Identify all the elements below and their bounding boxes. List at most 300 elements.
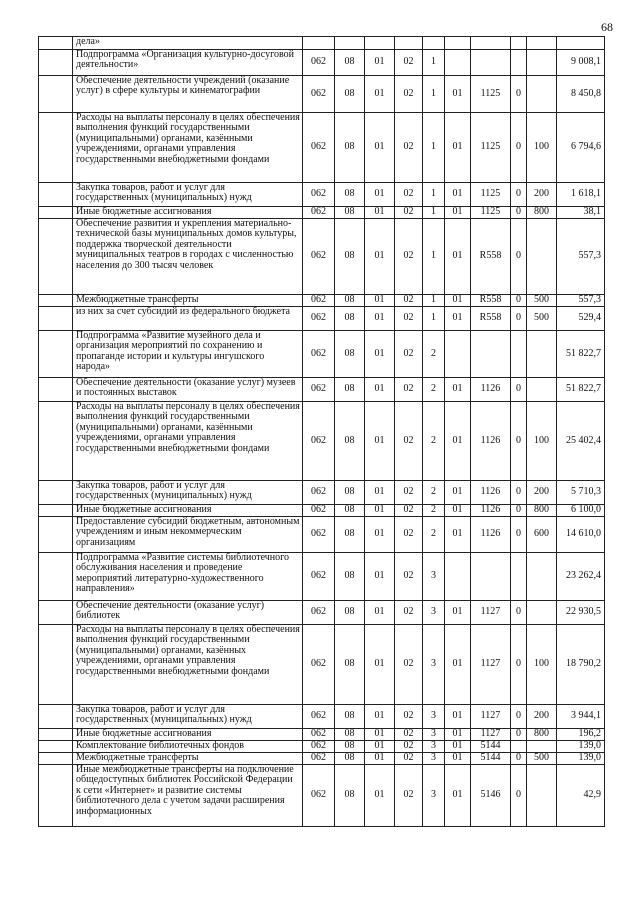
row-name-cell: Иные бюджетные ассигнования: [73, 207, 303, 219]
subsection-code-cell: 01: [365, 601, 395, 625]
subsection-code-cell: 01: [365, 753, 395, 765]
row-name-cell: дела»: [73, 37, 303, 50]
expense-type-code-cell: [527, 76, 557, 113]
subsection-code-cell: 01: [365, 553, 395, 601]
table-row: [39, 753, 605, 765]
ministry-code-cell: 062: [303, 553, 335, 601]
direction-code-cell: R558: [471, 307, 511, 331]
program-code-cell: 02: [395, 295, 423, 307]
subprogram-code-cell: 3: [423, 765, 445, 827]
row-sum-cell: 139,0: [557, 741, 605, 753]
measure-code-cell: 01: [445, 307, 471, 331]
table-row: [39, 37, 605, 50]
measure-code-cell: 01: [445, 113, 471, 183]
subsection-code-cell: 01: [365, 207, 395, 219]
direction-code-cell: [471, 331, 511, 378]
row-sum-cell: 557,3: [557, 219, 605, 295]
ministry-code-cell: 062: [303, 765, 335, 827]
expense-type-code-cell: [527, 378, 557, 402]
direction-code-cell: 5144: [471, 753, 511, 765]
budget-table: [38, 36, 605, 827]
section-code-cell: 08: [335, 402, 365, 481]
subsection-code-cell: 01: [365, 50, 395, 76]
row-sum-cell: 14 610,0: [557, 517, 605, 553]
row-gutter-cell: [39, 753, 73, 765]
sub-code-cell: [511, 741, 527, 753]
table-row: [39, 402, 605, 481]
row-name-cell: Межбюджетные трансферты: [73, 753, 303, 765]
ministry-code-cell: 062: [303, 481, 335, 505]
row-gutter-cell: [39, 729, 73, 741]
ministry-code-cell: 062: [303, 295, 335, 307]
program-code-cell: 02: [395, 183, 423, 207]
ministry-code-cell: 062: [303, 402, 335, 481]
subprogram-code-cell: 1: [423, 219, 445, 295]
expense-type-code-cell: 800: [527, 505, 557, 517]
table-row: [39, 625, 605, 705]
direction-code-cell: 1126: [471, 378, 511, 402]
measure-code-cell: 01: [445, 753, 471, 765]
direction-code-cell: 1126: [471, 481, 511, 505]
expense-type-code-cell: [527, 37, 557, 50]
row-gutter-cell: [39, 219, 73, 295]
row-name-cell: Расходы на выплаты персоналу в целях обеспечения выполнения функций государственными (муниципальными) органами, казённых учреждениями, органами управления государственными внебюджетными фондами: [73, 625, 303, 705]
direction-code-cell: 1126: [471, 505, 511, 517]
sub-code-cell: [511, 37, 527, 50]
sub-code-cell: 0: [511, 601, 527, 625]
expense-type-code-cell: 100: [527, 113, 557, 183]
program-code-cell: 02: [395, 113, 423, 183]
subprogram-code-cell: 2: [423, 481, 445, 505]
section-code-cell: 08: [335, 307, 365, 331]
row-gutter-cell: [39, 50, 73, 76]
measure-code-cell: 01: [445, 741, 471, 753]
table-row: [39, 517, 605, 553]
section-code-cell: 08: [335, 625, 365, 705]
row-sum-cell: 557,3: [557, 295, 605, 307]
subsection-code-cell: 01: [365, 307, 395, 331]
sub-code-cell: 0: [511, 307, 527, 331]
measure-code-cell: 01: [445, 207, 471, 219]
expense-type-code-cell: 500: [527, 307, 557, 331]
row-sum-cell: 8 450,8: [557, 76, 605, 113]
row-gutter-cell: [39, 741, 73, 753]
measure-code-cell: 01: [445, 517, 471, 553]
measure-code-cell: 01: [445, 601, 471, 625]
section-code-cell: 08: [335, 753, 365, 765]
program-code-cell: 02: [395, 307, 423, 331]
ministry-code-cell: 062: [303, 378, 335, 402]
section-code-cell: 08: [335, 705, 365, 729]
measure-code-cell: 01: [445, 505, 471, 517]
ministry-code-cell: [303, 37, 335, 50]
sub-code-cell: 0: [511, 402, 527, 481]
ministry-code-cell: 062: [303, 307, 335, 331]
row-sum-cell: 22 930,5: [557, 601, 605, 625]
subsection-code-cell: 01: [365, 505, 395, 517]
table-row: [39, 741, 605, 753]
section-code-cell: 08: [335, 378, 365, 402]
sub-code-cell: [511, 50, 527, 76]
ministry-code-cell: 062: [303, 625, 335, 705]
program-code-cell: 02: [395, 553, 423, 601]
direction-code-cell: [471, 50, 511, 76]
direction-code-cell: 1127: [471, 705, 511, 729]
sub-code-cell: 0: [511, 729, 527, 741]
row-gutter-cell: [39, 765, 73, 827]
subsection-code-cell: 01: [365, 378, 395, 402]
row-name-cell: Обеспечение развития и укрепления материально-технической базы муниципальных домов культуры, поддержка творческой деятельности муниципальных театров в городах с численностью населения до 300 тысяч человек: [73, 219, 303, 295]
row-sum-cell: 3 944,1: [557, 705, 605, 729]
table-row: [39, 307, 605, 331]
sub-code-cell: 0: [511, 765, 527, 827]
section-code-cell: 08: [335, 741, 365, 753]
sub-code-cell: 0: [511, 76, 527, 113]
direction-code-cell: R558: [471, 295, 511, 307]
program-code-cell: 02: [395, 402, 423, 481]
ministry-code-cell: 062: [303, 113, 335, 183]
row-name-cell: Расходы на выплаты персоналу в целях обеспечения выполнения функций государственными (муниципальными) органами, казёнными учреждениями, органами управления государственными внебюджетными фондами: [73, 113, 303, 183]
expense-type-code-cell: 100: [527, 402, 557, 481]
measure-code-cell: [445, 553, 471, 601]
row-name-cell: Предоставление субсидий бюджетным, автономным учреждениям и иным некоммерческим организациям: [73, 517, 303, 553]
direction-code-cell: 1125: [471, 183, 511, 207]
subprogram-code-cell: 3: [423, 741, 445, 753]
section-code-cell: 08: [335, 601, 365, 625]
sub-code-cell: 0: [511, 207, 527, 219]
expense-type-code-cell: 600: [527, 517, 557, 553]
sub-code-cell: 0: [511, 113, 527, 183]
program-code-cell: 02: [395, 50, 423, 76]
subprogram-code-cell: 3: [423, 553, 445, 601]
section-code-cell: 08: [335, 765, 365, 827]
ministry-code-cell: 062: [303, 331, 335, 378]
section-code-cell: 08: [335, 553, 365, 601]
program-code-cell: 02: [395, 765, 423, 827]
row-sum-cell: 9 008,1: [557, 50, 605, 76]
direction-code-cell: 1125: [471, 113, 511, 183]
row-gutter-cell: [39, 517, 73, 553]
ministry-code-cell: 062: [303, 517, 335, 553]
row-name-cell: Иные бюджетные ассигнования: [73, 729, 303, 741]
section-code-cell: 08: [335, 113, 365, 183]
row-name-cell: Обеспечение деятельности (оказание услуг) музеев и постоянных выставок: [73, 378, 303, 402]
measure-code-cell: 01: [445, 378, 471, 402]
row-sum-cell: 1 618,1: [557, 183, 605, 207]
row-gutter-cell: [39, 625, 73, 705]
subsection-code-cell: [365, 37, 395, 50]
table-row: [39, 113, 605, 183]
measure-code-cell: 01: [445, 183, 471, 207]
expense-type-code-cell: 500: [527, 295, 557, 307]
row-name-cell: Расходы на выплаты персоналу в целях обеспечения выполнения функций государственными (муниципальными) органами, казёнными учреждениями, органами управления государственными внебюджетными фондами: [73, 402, 303, 481]
row-gutter-cell: [39, 601, 73, 625]
row-name-cell: Закупка товаров, работ и услуг для государственных (муниципальных) нужд: [73, 481, 303, 505]
direction-code-cell: 1126: [471, 517, 511, 553]
sub-code-cell: 0: [511, 219, 527, 295]
row-sum-cell: [557, 37, 605, 50]
ministry-code-cell: 062: [303, 741, 335, 753]
row-gutter-cell: [39, 505, 73, 517]
table-row: [39, 295, 605, 307]
table-row: [39, 183, 605, 207]
expense-type-code-cell: 500: [527, 753, 557, 765]
row-name-cell: Обеспечение деятельности учреждений (оказание услуг) в сфере культуры и кинематографии: [73, 76, 303, 113]
sub-code-cell: 0: [511, 505, 527, 517]
row-name-cell: Подпрограмма «Развитие музейного дела и организация мероприятий по сохранению и пропаганде истории и культуры ингушского народа»: [73, 331, 303, 378]
measure-code-cell: 01: [445, 705, 471, 729]
direction-code-cell: 1125: [471, 76, 511, 113]
sub-code-cell: [511, 553, 527, 601]
row-name-cell: Закупка товаров, работ и услуг для государственных (муниципальных) нужд: [73, 183, 303, 207]
row-sum-cell: 6 100,0: [557, 505, 605, 517]
program-code-cell: 02: [395, 753, 423, 765]
section-code-cell: 08: [335, 50, 365, 76]
row-gutter-cell: [39, 331, 73, 378]
expense-type-code-cell: 200: [527, 481, 557, 505]
subprogram-code-cell: 1: [423, 207, 445, 219]
sub-code-cell: 0: [511, 481, 527, 505]
direction-code-cell: [471, 553, 511, 601]
sub-code-cell: [511, 331, 527, 378]
subprogram-code-cell: 1: [423, 183, 445, 207]
row-name-cell: Комплектование библиотечных фондов: [73, 741, 303, 753]
subsection-code-cell: 01: [365, 729, 395, 741]
ministry-code-cell: 062: [303, 505, 335, 517]
direction-code-cell: 1127: [471, 625, 511, 705]
table-row: [39, 601, 605, 625]
row-gutter-cell: [39, 76, 73, 113]
row-name-cell: Межбюджетные трансферты: [73, 295, 303, 307]
subprogram-code-cell: 1: [423, 113, 445, 183]
subsection-code-cell: 01: [365, 481, 395, 505]
expense-type-code-cell: [527, 601, 557, 625]
section-code-cell: 08: [335, 517, 365, 553]
subsection-code-cell: 01: [365, 517, 395, 553]
section-code-cell: 08: [335, 183, 365, 207]
measure-code-cell: 01: [445, 729, 471, 741]
subsection-code-cell: 01: [365, 765, 395, 827]
row-sum-cell: 529,4: [557, 307, 605, 331]
subprogram-code-cell: 3: [423, 601, 445, 625]
row-gutter-cell: [39, 553, 73, 601]
direction-code-cell: [471, 37, 511, 50]
subsection-code-cell: 01: [365, 219, 395, 295]
subprogram-code-cell: 2: [423, 517, 445, 553]
row-gutter-cell: [39, 295, 73, 307]
row-gutter-cell: [39, 113, 73, 183]
section-code-cell: [335, 37, 365, 50]
row-gutter-cell: [39, 183, 73, 207]
row-gutter-cell: [39, 481, 73, 505]
table-row: [39, 219, 605, 295]
direction-code-cell: 1127: [471, 729, 511, 741]
row-sum-cell: 18 790,2: [557, 625, 605, 705]
measure-code-cell: 01: [445, 219, 471, 295]
subsection-code-cell: 01: [365, 113, 395, 183]
row-gutter-cell: [39, 378, 73, 402]
row-name-cell: Обеспечение деятельности (оказание услуг) библиотек: [73, 601, 303, 625]
row-name-cell: Подпрограмма «Организация культурно-досуговой деятельности»: [73, 50, 303, 76]
ministry-code-cell: 062: [303, 50, 335, 76]
subprogram-code-cell: 1: [423, 50, 445, 76]
section-code-cell: 08: [335, 219, 365, 295]
subprogram-code-cell: 1: [423, 307, 445, 331]
measure-code-cell: [445, 37, 471, 50]
table-row: [39, 481, 605, 505]
ministry-code-cell: 062: [303, 729, 335, 741]
table-row: [39, 378, 605, 402]
row-sum-cell: 38,1: [557, 207, 605, 219]
program-code-cell: 02: [395, 331, 423, 378]
ministry-code-cell: 062: [303, 601, 335, 625]
section-code-cell: 08: [335, 76, 365, 113]
table-row: [39, 729, 605, 741]
program-code-cell: 02: [395, 378, 423, 402]
program-code-cell: 02: [395, 517, 423, 553]
subprogram-code-cell: 1: [423, 295, 445, 307]
expense-type-code-cell: [527, 219, 557, 295]
expense-type-code-cell: 800: [527, 729, 557, 741]
table-row: [39, 331, 605, 378]
expense-type-code-cell: [527, 765, 557, 827]
measure-code-cell: 01: [445, 76, 471, 113]
ministry-code-cell: 062: [303, 219, 335, 295]
subsection-code-cell: 01: [365, 331, 395, 378]
subprogram-code-cell: 2: [423, 378, 445, 402]
direction-code-cell: 5146: [471, 765, 511, 827]
measure-code-cell: [445, 331, 471, 378]
row-gutter-cell: [39, 37, 73, 50]
table-row: [39, 207, 605, 219]
program-code-cell: 02: [395, 625, 423, 705]
subprogram-code-cell: 3: [423, 625, 445, 705]
expense-type-code-cell: [527, 741, 557, 753]
program-code-cell: 02: [395, 219, 423, 295]
row-gutter-cell: [39, 207, 73, 219]
section-code-cell: 08: [335, 505, 365, 517]
measure-code-cell: 01: [445, 765, 471, 827]
ministry-code-cell: 062: [303, 76, 335, 113]
table-row: [39, 765, 605, 827]
expense-type-code-cell: 100: [527, 625, 557, 705]
table-row: [39, 50, 605, 76]
table-row: [39, 76, 605, 113]
ministry-code-cell: 062: [303, 705, 335, 729]
subprogram-code-cell: 2: [423, 331, 445, 378]
subprogram-code-cell: 1: [423, 76, 445, 113]
program-code-cell: [395, 37, 423, 50]
sub-code-cell: 0: [511, 378, 527, 402]
program-code-cell: 02: [395, 729, 423, 741]
row-sum-cell: 5 710,3: [557, 481, 605, 505]
subprogram-code-cell: 2: [423, 505, 445, 517]
subprogram-code-cell: 3: [423, 753, 445, 765]
measure-code-cell: [445, 50, 471, 76]
measure-code-cell: 01: [445, 402, 471, 481]
subsection-code-cell: 01: [365, 402, 395, 481]
table-row: [39, 553, 605, 601]
program-code-cell: 02: [395, 505, 423, 517]
ministry-code-cell: 062: [303, 753, 335, 765]
section-code-cell: 08: [335, 331, 365, 378]
row-sum-cell: 139,0: [557, 753, 605, 765]
expense-type-code-cell: [527, 331, 557, 378]
row-name-cell: Иные бюджетные ассигнования: [73, 505, 303, 517]
subsection-code-cell: 01: [365, 741, 395, 753]
row-name-cell: Иные межбюджетные трансферты на подключение общедоступных библиотек Российской Федерации к сети «Интернет» и развитие системы библиотечного дела с учетом задачи расширения информационных: [73, 765, 303, 827]
direction-code-cell: 1126: [471, 402, 511, 481]
page-number: 68: [601, 20, 613, 34]
sub-code-cell: 0: [511, 625, 527, 705]
expense-type-code-cell: 200: [527, 705, 557, 729]
table-row: [39, 505, 605, 517]
ministry-code-cell: 062: [303, 183, 335, 207]
section-code-cell: 08: [335, 729, 365, 741]
subprogram-code-cell: 3: [423, 705, 445, 729]
subsection-code-cell: 01: [365, 625, 395, 705]
expense-type-code-cell: [527, 553, 557, 601]
subsection-code-cell: 01: [365, 76, 395, 113]
row-sum-cell: 25 402,4: [557, 402, 605, 481]
subprogram-code-cell: 3: [423, 729, 445, 741]
row-sum-cell: 196,2: [557, 729, 605, 741]
sub-code-cell: 0: [511, 183, 527, 207]
row-sum-cell: 6 794,6: [557, 113, 605, 183]
section-code-cell: 08: [335, 481, 365, 505]
subsection-code-cell: 01: [365, 705, 395, 729]
direction-code-cell: 1127: [471, 601, 511, 625]
expense-type-code-cell: [527, 50, 557, 76]
direction-code-cell: 1125: [471, 207, 511, 219]
row-name-cell: Подпрограмма «Развитие системы библиотечного обслуживания населения и проведение мероприятий литературно-художественного направления»: [73, 553, 303, 601]
program-code-cell: 02: [395, 741, 423, 753]
table-row: [39, 705, 605, 729]
row-gutter-cell: [39, 402, 73, 481]
direction-code-cell: R558: [471, 219, 511, 295]
program-code-cell: 02: [395, 481, 423, 505]
subprogram-code-cell: [423, 37, 445, 50]
section-code-cell: 08: [335, 295, 365, 307]
row-sum-cell: 42,9: [557, 765, 605, 827]
measure-code-cell: 01: [445, 481, 471, 505]
sub-code-cell: 0: [511, 295, 527, 307]
section-code-cell: 08: [335, 207, 365, 219]
row-gutter-cell: [39, 705, 73, 729]
row-sum-cell: 23 262,4: [557, 553, 605, 601]
ministry-code-cell: 062: [303, 207, 335, 219]
row-name-cell: Закупка товаров, работ и услуг для государственных (муниципальных) нужд: [73, 705, 303, 729]
subsection-code-cell: 01: [365, 183, 395, 207]
subsection-code-cell: 01: [365, 295, 395, 307]
subprogram-code-cell: 2: [423, 402, 445, 481]
direction-code-cell: 5144: [471, 741, 511, 753]
measure-code-cell: 01: [445, 625, 471, 705]
program-code-cell: 02: [395, 207, 423, 219]
program-code-cell: 02: [395, 76, 423, 113]
sub-code-cell: 0: [511, 517, 527, 553]
program-code-cell: 02: [395, 705, 423, 729]
row-gutter-cell: [39, 307, 73, 331]
expense-type-code-cell: 800: [527, 207, 557, 219]
program-code-cell: 02: [395, 601, 423, 625]
row-sum-cell: 51 822,7: [557, 331, 605, 378]
sub-code-cell: 0: [511, 705, 527, 729]
row-name-cell: из них за счет субсидий из федерального бюджета: [73, 307, 303, 331]
sub-code-cell: 0: [511, 753, 527, 765]
measure-code-cell: 01: [445, 295, 471, 307]
row-sum-cell: 51 822,7: [557, 378, 605, 402]
